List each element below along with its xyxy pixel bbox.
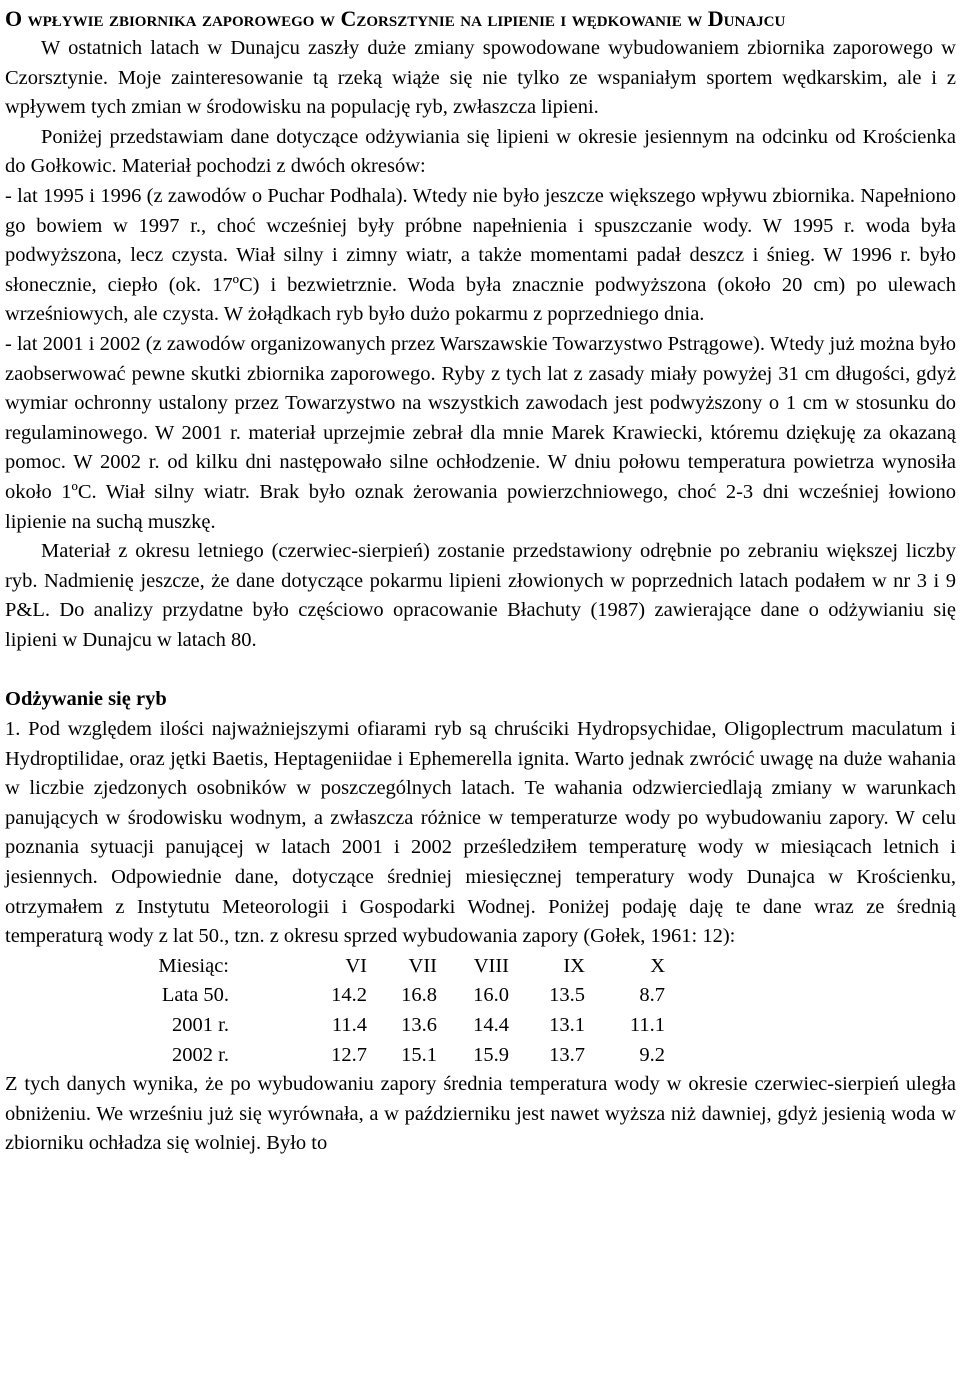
table-cell: 11.1 xyxy=(629,1014,665,1036)
table-cell: 2001 r. xyxy=(172,1014,229,1036)
table-cell: 16.0 xyxy=(473,984,509,1007)
table-cell: 2002 r. xyxy=(172,1043,229,1066)
table-row xyxy=(117,1041,665,1071)
table-header-cell: VI xyxy=(345,954,367,977)
table-cell: 14.2 xyxy=(331,984,367,1007)
table-cell: 11.4 xyxy=(331,1014,367,1036)
water-temperature-table xyxy=(117,952,665,1070)
intro-paragraph: W ostatnich latach w Dunajcu zaszły duże zmiany spowodowane wybudowaniem zbiornika zaporowego w Czorsztynie. Moje zainteresowanie tą rzeką wiąże się nie tylko ze wspaniałym sportem wędkarskim, ale i z wpływem tych zmian w środowisku na populację ryb, zwłaszcza lipieni. xyxy=(5,37,956,119)
table-row xyxy=(117,1011,665,1041)
table-header-cell: VII xyxy=(408,954,437,977)
table-cell: 13.6 xyxy=(401,1014,437,1036)
table-header-cell: X xyxy=(650,954,665,977)
closing-paragraph: Z tych danych wynika, że po wybudowaniu zapory średnia temperatura wody w okresie czerwiec-sierpień uległa obniżeniu. We wrześniu już się wyrównała, a w październiku jest nawet wyższa niż dawniej, gdyż jesienią woda w zbiorniku ochładza się wolniej. Było to xyxy=(5,1073,956,1155)
table-cell: 12.7 xyxy=(331,1043,367,1066)
table-row xyxy=(117,981,665,1011)
table-header-cell: Miesiąc: xyxy=(158,954,229,977)
table-cell: 13.5 xyxy=(549,984,585,1007)
table-cell: 8.7 xyxy=(639,984,665,1007)
section-gap xyxy=(5,655,956,685)
section-paragraph: 1. Pod względem ilości najważniejszymi ofiarami ryb są chruściki Hydropsychidae, Oligoplectrum maculatum i Hydroptilidae, oraz jętki Baetis, Heptageniidae i Ephemerella ignita. Warto jednak zwrócić uwagę na duże wahania w liczbie zjedzonych osobników w poszczególnych latach. Te wahania odzwierciedlają zmiany w warunkach panujących w środowisku wodnym, a zwłaszcza różnice w temperaturze wody po wybudowaniu zapory. W celu poznania sytuacji panującej w latach 2001 i 2002 prześledziłem temperaturę wody w miesiącach letnich i jesiennych. Odpowiednie dane, dotyczące średniej miesięcznej temperatury wody Dunajca w Krościenku, otrzymałem z Instytutu Meteorologii i Gospodarki Wodnej. Poniżej podaję daję te dane wraz ze średnią temperaturą wody z lat 50., tzn. z okresu sprzed wybudowania zapory (Gołek, 1961: 12): xyxy=(5,718,956,948)
period-1995-1996-paragraph: - lat 1995 i 1996 (z zawodów o Puchar Podhala). Wtedy nie było jeszcze większego wpływu zbiornika. Napełniono go bowiem w 1997 r., choć wcześniej były próbne napełnienia i spuszczanie wody. W 1995 r. woda była podwyższona, lecz czysta. Wiał silny i zimny wiatr, a także momentami padał deszcz i śnieg. W 1996 r. było słonecznie, ciepło (ok. 17ºC) i bezwietrznie. Woda była znacznie podwyższona (około 20 cm) po ulewach wrześniowych, ale czysta. W żołądkach ryb było dużo pokarmu z poprzedniego dnia. xyxy=(5,184,956,326)
summer-material-paragraph: Materiał z okresu letniego (czerwiec-sierpień) zostanie przedstawiony odrębnie po zebraniu większej liczby ryb. Nadmienię jeszcze, że dane dotyczące pokarmu lipieni złowionych w poprzednich latach podałem w nr 3 i 9 P&L. Do analizy przydatne było częściowo opracowanie Błachuty (1987) zawierające dane o odżywianiu się lipieni w Dunajcu w latach 80. xyxy=(5,540,956,651)
article-title: O wpływie zbiornika zaporowego w Czorsztynie na lipienie i wędkowanie w Dunajcu xyxy=(5,6,786,31)
period-2001-2002-paragraph: - lat 2001 i 2002 (z zawodów organizowanych przez Warszawskie Towarzystwo Pstrągowe). Wtedy już można było zaobserwować pewne skutki zbiornika zaporowego. Ryby z tych lat z zasady miały powyżej 31 cm długości, gdyż wymiar ochronny ustalony przez Towarzystwo na wszystkich zawodach jest podwyższony o 1 cm w stosunku do regulaminowego. W 2001 r. materiał uprzejmie zebrał dla mnie Marek Krawiecki, któremu dziękuję za okazaną pomoc. W 2002 r. od kilku dni następowało silne ochłodzenie. W dniu połowu temperatura powietrza wynosiła około 1ºC. Wiał silny wiatr. Brak było oznak żerowania powierzchniowego, choć 2-3 dni wcześniej łowiono lipienie na suchą muszkę. xyxy=(5,332,956,533)
table-cell: 14.4 xyxy=(473,1014,509,1036)
table-header-cell: IX xyxy=(563,954,585,977)
table-cell: Lata 50. xyxy=(161,984,229,1007)
material-paragraph: Poniżej przedstawiam dane dotyczące odżywiania się lipieni w okresie jesiennym na odcinku od Krościenka do Gołkowic. Materiał pochodzi z dwóch okresów: xyxy=(5,125,956,178)
table-cell: 9.2 xyxy=(639,1043,665,1066)
table-cell: 13.7 xyxy=(549,1043,585,1066)
table-cell: 15.1 xyxy=(401,1043,437,1066)
table-cell: 13.1 xyxy=(549,1014,585,1036)
table-cell: 16.8 xyxy=(401,984,437,1007)
table-cell: 15.9 xyxy=(473,1043,509,1066)
table-header-cell: VIII xyxy=(473,954,509,977)
table-header-row xyxy=(117,952,665,982)
section-heading: Odżywanie się ryb xyxy=(5,688,167,711)
